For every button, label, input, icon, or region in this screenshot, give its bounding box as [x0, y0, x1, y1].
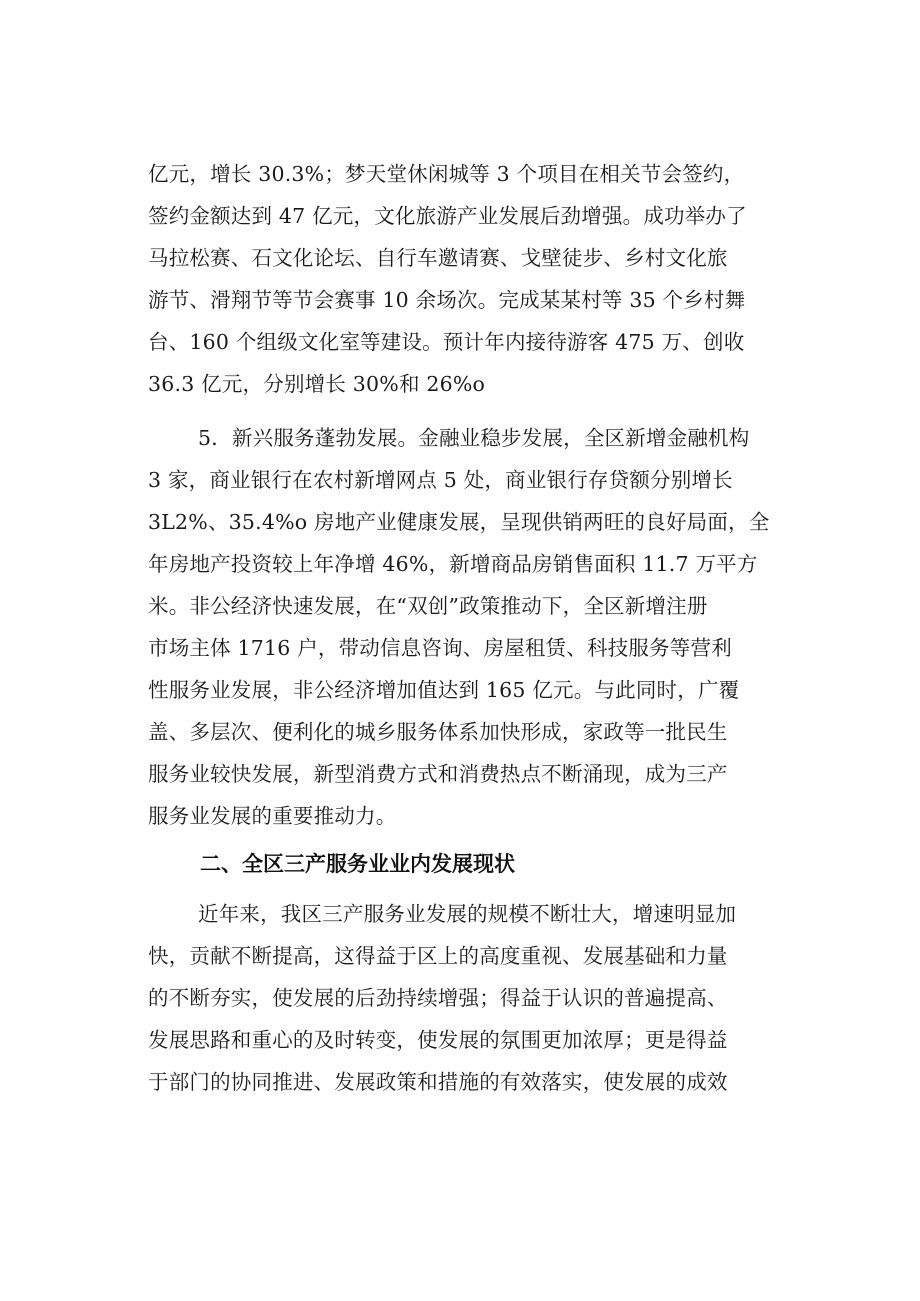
- paragraph-3-line-1: 近年来，我区三产服务业发展的规模不断壮大，增速明显加: [198, 902, 737, 926]
- paragraph-2-line-3: 3L2%、35.4%o 房地产业健康发展，呈现供销两旺的良好局面，全: [148, 510, 770, 534]
- paragraph-3-line-2: 快，贡献不断提高，这得益于区上的高度重视、发展基础和力量: [148, 944, 728, 968]
- paragraph-2-line-4: 年房地产投资较上年净增 46%，新增商品房销售面积 11.7 万平方: [148, 552, 758, 576]
- paragraph-2-line-9: 服务业较快发展，新型消费方式和消费热点不断涌现，成为三产: [148, 762, 728, 786]
- paragraph-2-line-2: 3 家，商业银行在农村新增网点 5 处，商业银行存贷额分别增长: [148, 468, 733, 492]
- section-heading: 二、全区三产服务业业内发展现状: [200, 852, 515, 876]
- paragraph-1-line-5: 台、160 个组级文化室等建设。预计年内接待游客 475 万、创收: [148, 330, 745, 354]
- paragraph-1-line-4: 游节、滑翔节等节会赛事 10 余场次。完成某某村等 35 个乡村舞: [148, 288, 746, 312]
- paragraph-3-line-5: 于部门的协同推进、发展政策和措施的有效落实，使发展的成效: [148, 1070, 728, 1094]
- paragraph-2-line-10: 服务业发展的重要推动力。: [148, 804, 397, 828]
- paragraph-3-line-4: 发展思路和重心的及时转变，使发展的氛围更加浓厚；更是得益: [148, 1028, 728, 1052]
- paragraph-2-line-1: 5．新兴服务蓬勃发展。金融业稳步发展，全区新增金融机构: [198, 426, 750, 450]
- paragraph-2-line-7: 性服务业发展，非公经济增加值达到 165 亿元。与此同时，广覆: [148, 678, 740, 702]
- paragraph-1-line-6: 36.3 亿元，分别增长 30%和 26%o: [148, 372, 486, 396]
- paragraph-1-line-3: 马拉松赛、石文化论坛、自行车邀请赛、戈壁徒步、乡村文化旅: [148, 246, 728, 270]
- paragraph-1-line-2: 签约金额达到 47 亿元，文化旅游产业发展后劲增强。成功举办了: [148, 204, 747, 228]
- paragraph-1-line-1: 亿元，增长 30.3%；梦天堂休闲城等 3 个项目在相关节会签约，: [148, 162, 745, 186]
- paragraph-2-line-6: 市场主体 1716 户，带动信息咨询、房屋租赁、科技服务等营利: [148, 636, 732, 660]
- paragraph-2-line-5: 米。非公经济快速发展，在“双创”政策推动下，全区新增注册: [148, 594, 708, 618]
- paragraph-2-line-8: 盖、多层次、便利化的城乡服务体系加快形成，家政等一批民生: [148, 720, 728, 744]
- paragraph-3-line-3: 的不断夯实，使发展的后劲持续增强；得益于认识的普遍提高、: [148, 986, 728, 1010]
